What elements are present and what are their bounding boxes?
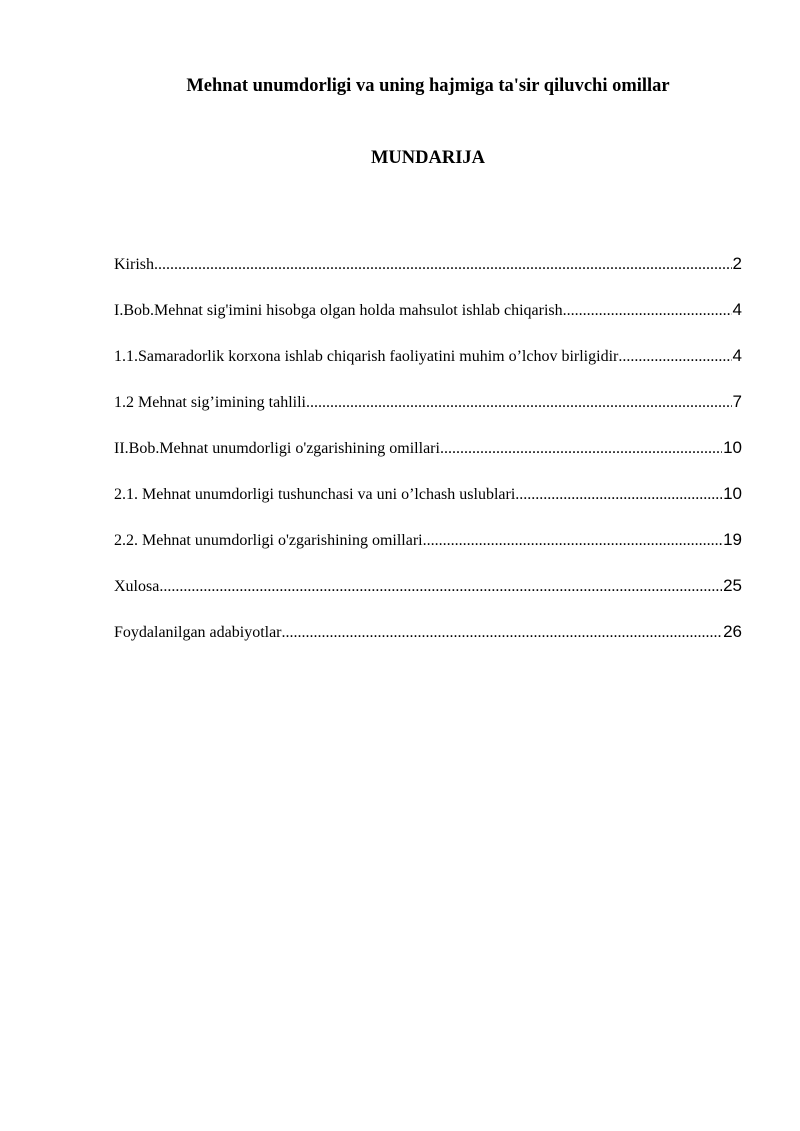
- toc-entry-label: 1.2 Mehnat sig’imining tahlili: [114, 394, 306, 411]
- toc-leader-dots: [563, 302, 732, 320]
- toc-leader-dots: [154, 256, 732, 274]
- toc-entry-page: 25: [723, 576, 742, 595]
- toc-leader-dots: [306, 394, 732, 412]
- toc-entry-adabiyotlar[interactable]: [114, 622, 742, 668]
- document-title: Mehnat unumdorligi va uning hajmiga ta'sir qiluvchi omillar: [186, 76, 670, 96]
- toc-entry-page: 4: [732, 346, 742, 365]
- toc-entry-chapter-1[interactable]: [114, 300, 742, 346]
- toc-entry-section-1-1[interactable]: [114, 346, 742, 392]
- toc-entry-label: Xulosa: [114, 578, 160, 595]
- toc-entry-label: 1.1.Samaradorlik korxona ishlab chiqarish faoliyatini muhim o’lchov birligidir: [114, 348, 619, 365]
- toc-entry-label: 2.2. Mehnat unumdorligi o'zgarishining omillari: [114, 532, 423, 549]
- toc-entry-chapter-2[interactable]: [114, 438, 742, 484]
- toc-heading: MUNDARIJA: [370, 148, 486, 168]
- toc-entry-label: II.Bob.Mehnat unumdorligi o'zgarishining omillari: [114, 440, 440, 457]
- toc-entry-section-2-1[interactable]: [114, 484, 742, 530]
- toc-leader-dots: [423, 532, 722, 550]
- toc-entry-page: 19: [723, 530, 742, 549]
- toc-entry-label: Kirish: [114, 256, 154, 273]
- toc-leader-dots: [440, 440, 722, 458]
- toc-leader-dots: [159, 578, 722, 596]
- toc-leader-dots: [515, 486, 722, 504]
- toc-entry-page: 2: [732, 254, 742, 273]
- toc-entry-page: 26: [723, 622, 742, 641]
- toc-entry-page: 7: [732, 392, 742, 411]
- toc-entry-label: Foydalanilgan adabiyotlar: [114, 624, 282, 641]
- toc-entry-page: 10: [723, 484, 742, 503]
- toc-entry-section-1-2[interactable]: [114, 392, 742, 438]
- table-of-contents: [114, 254, 742, 668]
- toc-entry-page: 10: [723, 438, 742, 457]
- toc-entry-xulosa[interactable]: [114, 576, 742, 622]
- toc-entry-kirish[interactable]: [114, 254, 742, 300]
- toc-entry-label: 2.1. Mehnat unumdorligi tushunchasi va uni o’lchash uslublari: [114, 486, 516, 503]
- toc-entry-page: 4: [732, 300, 742, 319]
- toc-entry-label: I.Bob.Mehnat sig'imini hisobga olgan holda mahsulot ishlab chiqarish: [114, 302, 563, 319]
- toc-entry-section-2-2[interactable]: [114, 530, 742, 576]
- toc-leader-dots: [618, 348, 731, 366]
- toc-leader-dots: [282, 624, 723, 642]
